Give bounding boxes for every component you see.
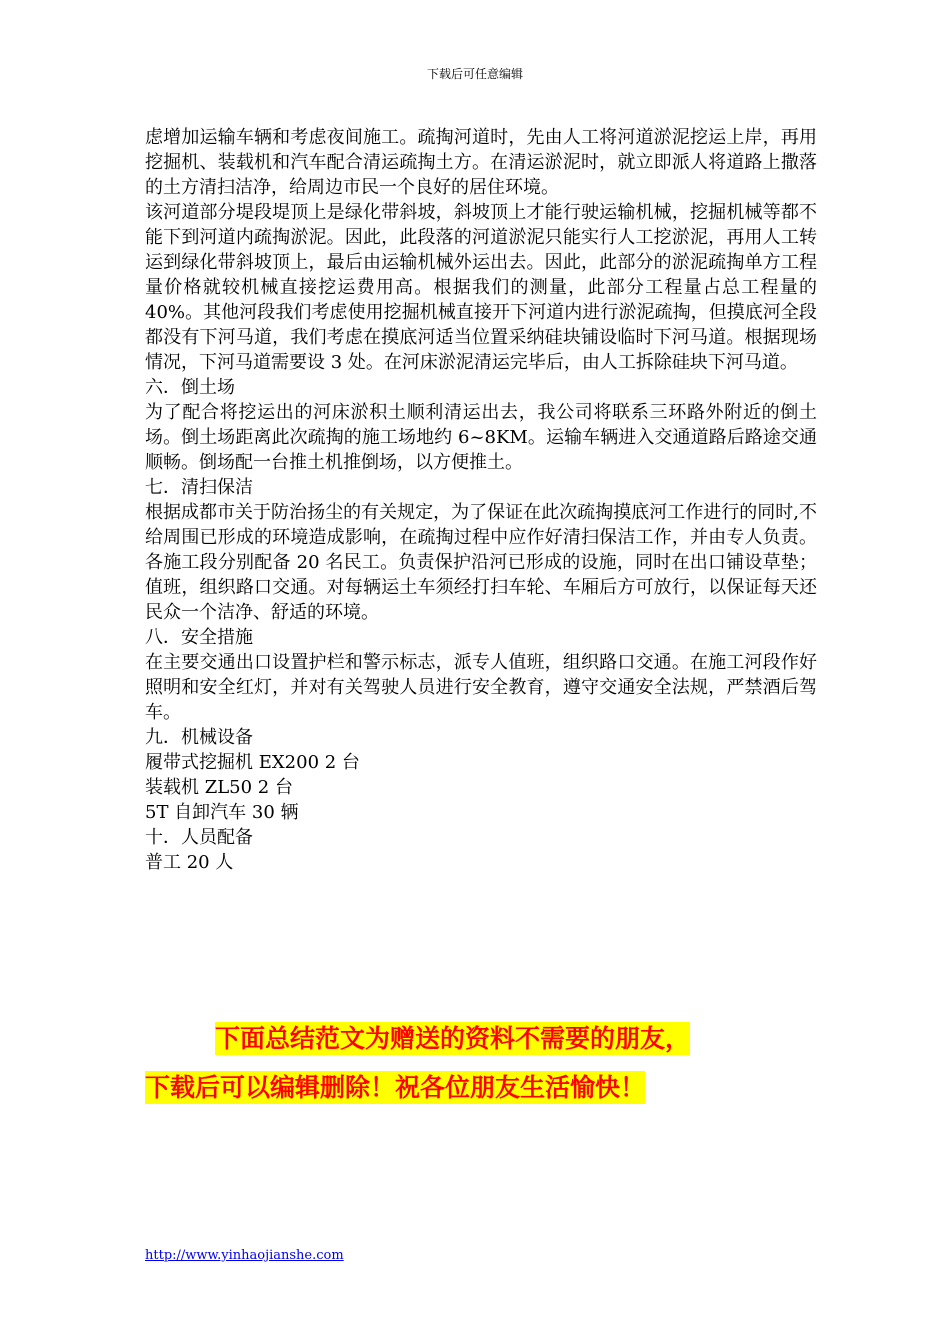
equipment-item: 装载机 ZL50 2 台 [145, 777, 293, 798]
heading-section-10: 十．人员配备 [145, 827, 253, 848]
staff-item: 普工 20 人 [145, 852, 234, 873]
promo-text-2: 下载后可以编辑删除！祝各位朋友生活愉快！ [145, 1073, 646, 1102]
promo-line-2 [145, 1073, 835, 1103]
heading-section-7: 七．清扫保洁 [145, 477, 253, 498]
paragraph-safety: 在主要交通出口设置护栏和警示标志，派专人值班，组织路口交通。在施工河段作好照明和安全红灯，并对有关驾驶人员进行安全教育，遵守交通安全法规，严禁酒后驾车。 [145, 652, 817, 723]
promo-line-1 [145, 1024, 835, 1054]
footer-website-link[interactable]: http://www.yinhaojianshe.com [145, 1248, 344, 1263]
page-header-note: 下载后可任意编辑 [426, 67, 523, 81]
equipment-item: 5T 自卸汽车 30 辆 [145, 802, 299, 823]
document-body [145, 125, 817, 875]
paragraph-embankment: 该河道部分堤段堤顶上是绿化带斜坡，斜坡顶上才能行驶运输机械，挖掘机械等都不能下到河道内疏掏淤泥。因此，此段落的河道淤泥只能实行人工挖淤泥，再用人工转运到绿化带斜坡顶上，最后由运输机械外运出去。因此，此部分的淤泥疏掏单方工程量价格就较机械直接挖运费用高。根据我们的测量，此部分工程量占总工程量的 40%。其他河段我们考虑使用挖掘机械直接开下河道内进行淤泥疏掏，但摸底河全段都没有下河马道，我们考虑在摸底河适当位置采纳硅块铺设临时下河马道。根据现场情况，下河马道需要设 3 处。在河床淤泥清运完毕后，由人工拆除硅块下河马道。 [145, 202, 817, 373]
paragraph-dump-site: 为了配合将挖运出的河床淤积土顺利清运出去，我公司将联系三环路外附近的倒土场。倒土场距离此次疏掏的施工场地约 6~8KM。运输车辆进入交通道路后路途交通顺畅。倒场配一台推土机推倒场，以方便推土。 [145, 402, 817, 473]
promo-text-1: 下面总结范文为赠送的资料不需要的朋友， [215, 1024, 691, 1053]
heading-section-6: 六．倒土场 [145, 377, 235, 398]
equipment-item: 履带式挖掘机 EX200 2 台 [145, 752, 360, 773]
paragraph-cleaning: 根据成都市关于防治扬尘的有关规定，为了保证在此次疏掏摸底河工作进行的同时,不给周围已形成的环境造成影响，在疏掏过程中应作好清扫保洁工作，并由专人负责。各施工段分别配备 20 名民工。负责保护沿河已形成的设施，同时在出口铺设草垫；值班，组织路口交通。对每辆运土车须经打扫车轮、车厢后方可放行，以保证每天还民众一个洁净、舒适的环境。 [145, 502, 817, 623]
heading-section-9: 九．机械设备 [145, 727, 253, 748]
paragraph-construction: 虑增加运输车辆和考虑夜间施工。疏掏河道时，先由人工将河道淤泥挖运上岸，再用挖掘机、装载机和汽车配合清运疏掏土方。在清运淤泥时，就立即派人将道路上撒落的土方清扫洁净，给周边市民一个良好的居住环境。 [145, 127, 817, 198]
heading-section-8: 八．安全措施 [145, 627, 253, 648]
